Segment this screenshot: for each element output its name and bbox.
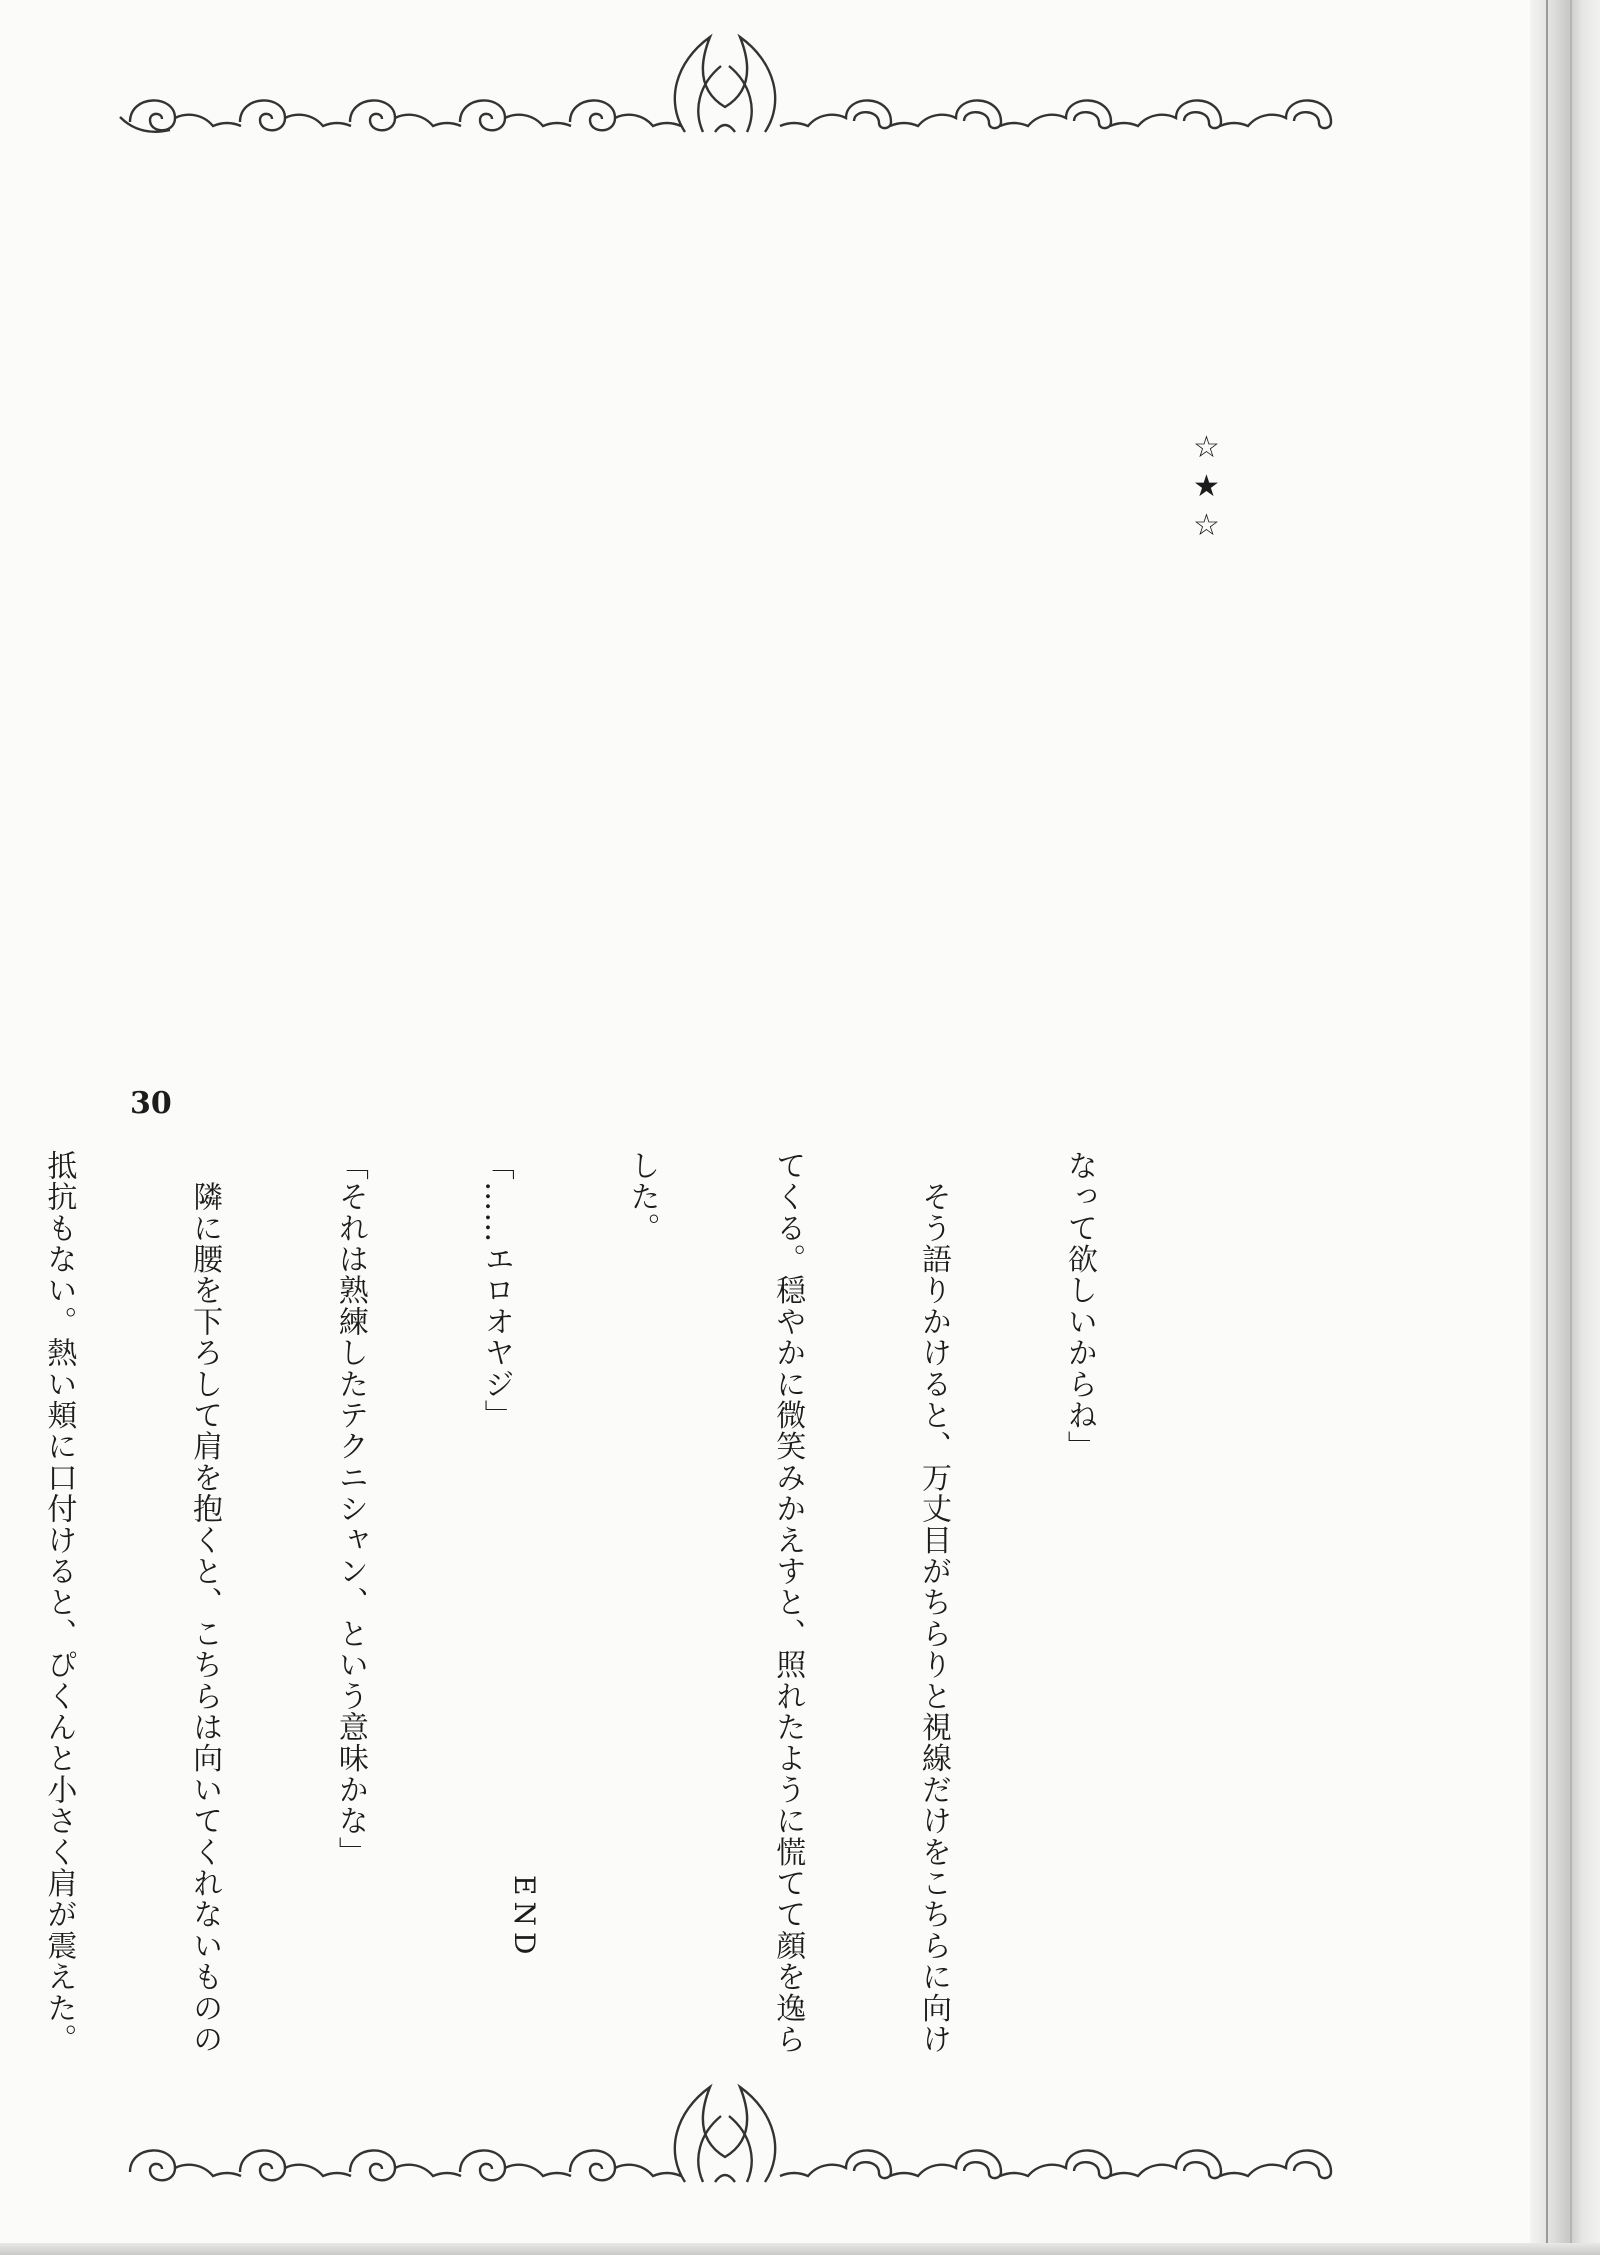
text-column: 「……エロオヤジ」 (478, 1150, 514, 1431)
book-spine-shadow (1530, 0, 1600, 2255)
text-column: 「それは熟練したテクニシャン、という意味かな」 (332, 1150, 368, 1868)
text-column: なって欲しいからね」 (1061, 1150, 1097, 1462)
text-column: 隣に腰を下ろして肩を抱くと、こちらは向いてくれないものの (187, 1150, 223, 2055)
text-column: そう語りかけると、万丈目がちらりと視線だけをこちらに向け (916, 1150, 952, 2055)
end-marker: END (508, 1875, 541, 1961)
text-column: した。 (624, 1150, 660, 1244)
top-text-block (0, 188, 1020, 1088)
text-column: てくる。穏やかに微笑みかえすと、照れたように慌てて顔を逸ら (770, 1150, 806, 2055)
page-edge-shadow (0, 2243, 1600, 2255)
top-ornament-border (110, 22, 1340, 152)
page-number: 30 (130, 1086, 172, 1121)
bottom-text-block (0, 1150, 1200, 2055)
scene-break-stars: ☆★☆ (1189, 430, 1224, 547)
text-column: 抵抗もない。熱い頬に口付けると、ぴくんと小さく肩が震えた。 (41, 1150, 77, 2055)
bottom-ornament-border (110, 2072, 1340, 2202)
